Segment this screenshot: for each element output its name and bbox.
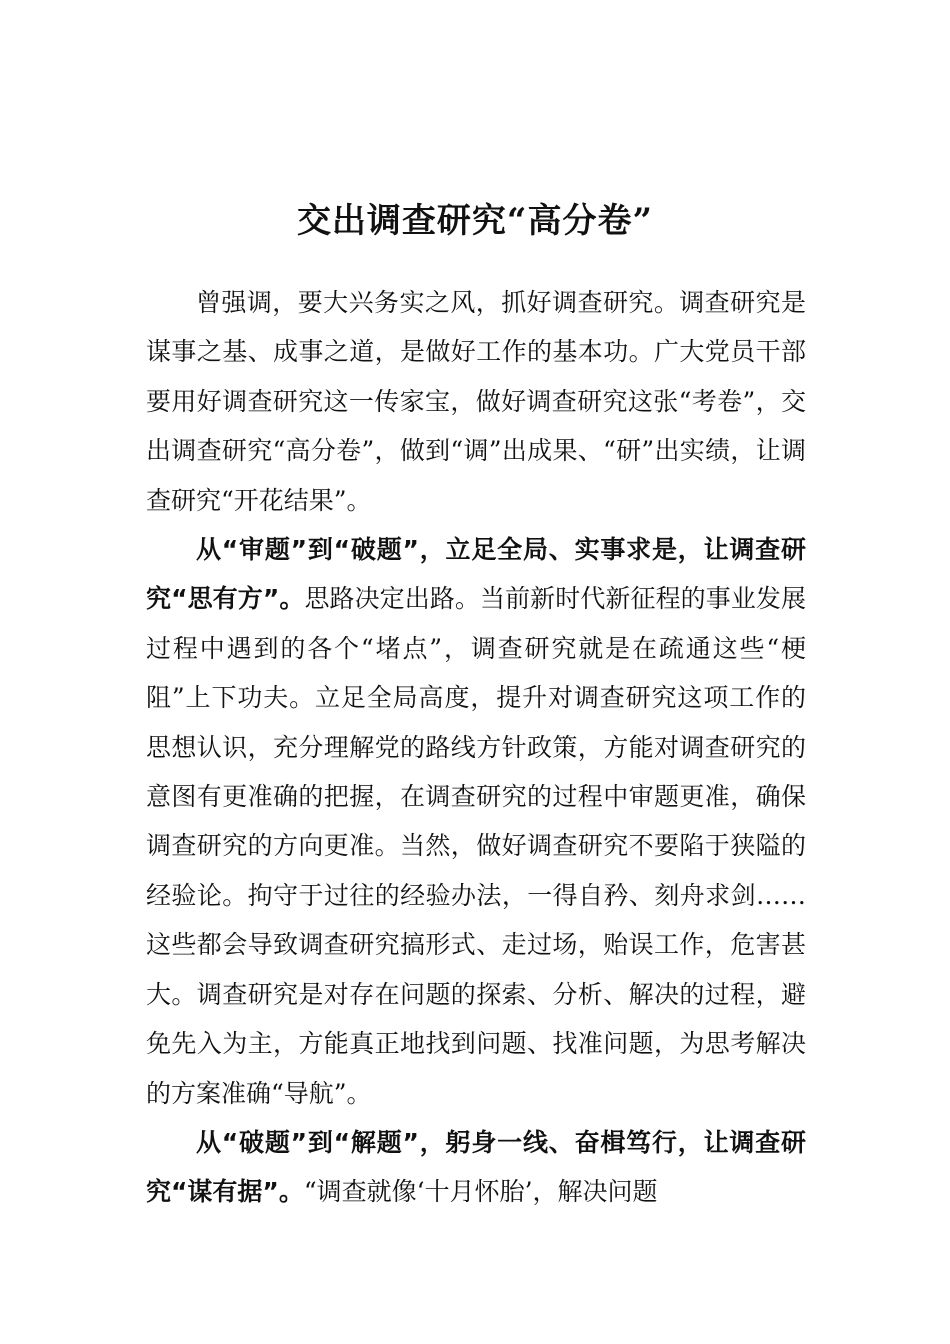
- paragraph-3-lead: 从“破题”到“解题”，躬身一线、奋楫笃行，让调查研究“谋有据”。: [146, 1127, 806, 1207]
- paragraph-3-text: “调查就像‘十月怀胎’，解决问题: [303, 1177, 658, 1207]
- paragraph-2: [146, 525, 806, 1118]
- paragraph-1: [146, 278, 806, 525]
- document-title: 交出调查研究“高分卷”: [296, 200, 654, 241]
- paragraph-2-text: 思路决定出路。当前新时代新征程的事业发展过程中遇到的各个“堵点”，调查研究就是在疏通这些“梗阻”上下功夫。立足全局高度，提升对调查研究这项工作的思想认识，充分理解党的路线方针政策，方能对调查研究的意图有更准确的把握，在调查研究的过程中审题更准，确保调查研究的方向更准。当然，做好调查研究不要陷于狭隘的经验论。拘守于过往的经验办法，一得自矜、刻舟求剑……这些都会导致调查研究搞形式、走过场，贻误工作，危害甚大。调查研究是对存在问题的探索、分析、解决的过程，避免先入为主，方能真正地找到问题、找准问题，为思考解决的方案准确“导航”。: [146, 584, 806, 1108]
- paragraph-3: [146, 1118, 806, 1217]
- paragraph-2-lead: 从“审题”到“破题”，立足全局、实事求是，让调查研究“思有方”。: [146, 535, 806, 614]
- document-body: [146, 278, 806, 1217]
- paragraph-1-text: 曾强调，要大兴务实之风，抓好调查研究。调查研究是谋事之基、成事之道，是做好工作的基本功。广大党员干部要用好调查研究这一传家宝，做好调查研究这张“考卷”，交出调查研究“高分卷”，做到“调”出成果、“研”出实绩，让调查研究“开花结果”。: [146, 288, 806, 515]
